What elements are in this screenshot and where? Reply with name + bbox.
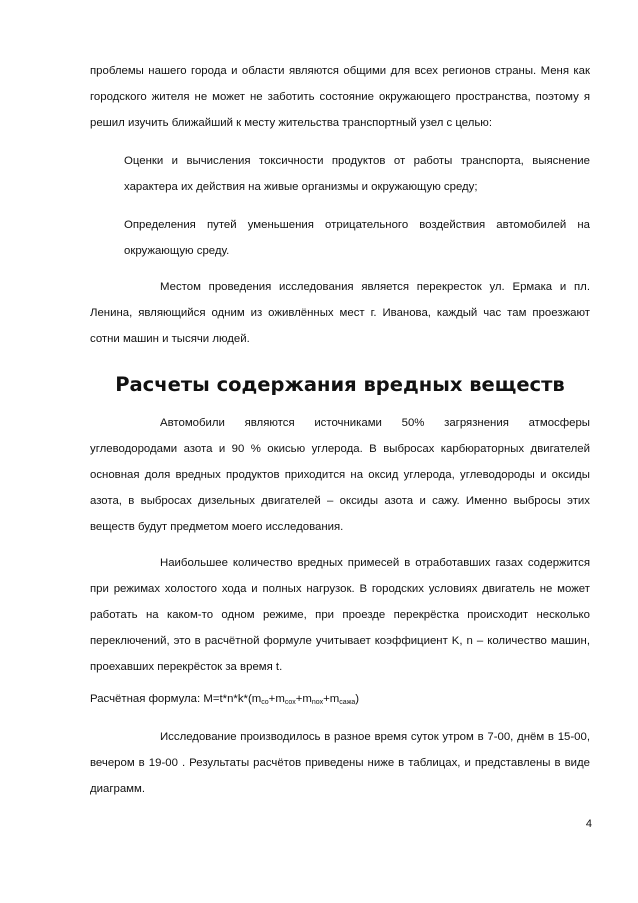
bullet-text: Определения путей уменьшения отрицательного воздействия автомобилей на окружающую среду. (124, 219, 590, 257)
exhaust-paragraph: Наибольшее количество вредных примесей в отработавших газах содержится при режимах холостого хода и полных нагрузок. В городских условиях двигатель не может работать на каком-то одном режиме, при проезде перекрёстка происходит несколько переключений, это в расчётной формуле учитывает коэффициент K, n – количество машин, проехавших перекрёсток за время t. (90, 557, 590, 673)
research-paragraph: Исследование производилось в разное время суток утром в 7-00, днём в 15-00, вечером в 19-00 . Результаты расчётов приведены ниже в таблицах, и представлены в виде диаграмм. (90, 731, 590, 795)
list-item (90, 148, 590, 200)
page-number: 4 (585, 818, 592, 830)
page-content (90, 58, 590, 802)
sources-paragraph: Автомобили являются источниками 50% загрязнения атмосферы углеводородами азота и 90 % окисью углерода. В выбросах карбюраторных двигателей основная доля вредных продуктов приходится на оксид углерода, углеводороды и оксиды азота, в выбросах дизельных двигателей – оксиды азота и сажу. Именно выбросы этих веществ будут предметом моего исследования. (90, 417, 590, 533)
formula-label: Расчётная формула: (90, 693, 201, 705)
intro-paragraph: проблемы нашего города и области являются общими для всех регионов страны. Меня как городского жителя не может не заботить состояние окружающего пространства, поэтому я решил изучить ближайший к месту жительства транспортный узел с целью: (90, 65, 590, 129)
list-item (90, 212, 590, 264)
bullet-text: Оценки и вычисления токсичности продуктов от работы транспорта, выяснение характера их действия на живые организмы и окружающую среду; (124, 155, 590, 193)
goals-list (90, 148, 590, 264)
location-paragraph: Местом проведения исследования является перекресток ул. Ермака и пл. Ленина, являющийся одним из оживлённых мест г. Иванова, каждый час там проезжают сотни машин и тысячи людей. (90, 281, 590, 345)
formula-line (90, 686, 590, 714)
section-heading: Расчеты содержания вредных веществ (115, 373, 565, 396)
formula-expression: $M=t*n*k*(m_{co}+m_{cox}+m_{nox}+m_{сажа})$ (203, 693, 360, 706)
